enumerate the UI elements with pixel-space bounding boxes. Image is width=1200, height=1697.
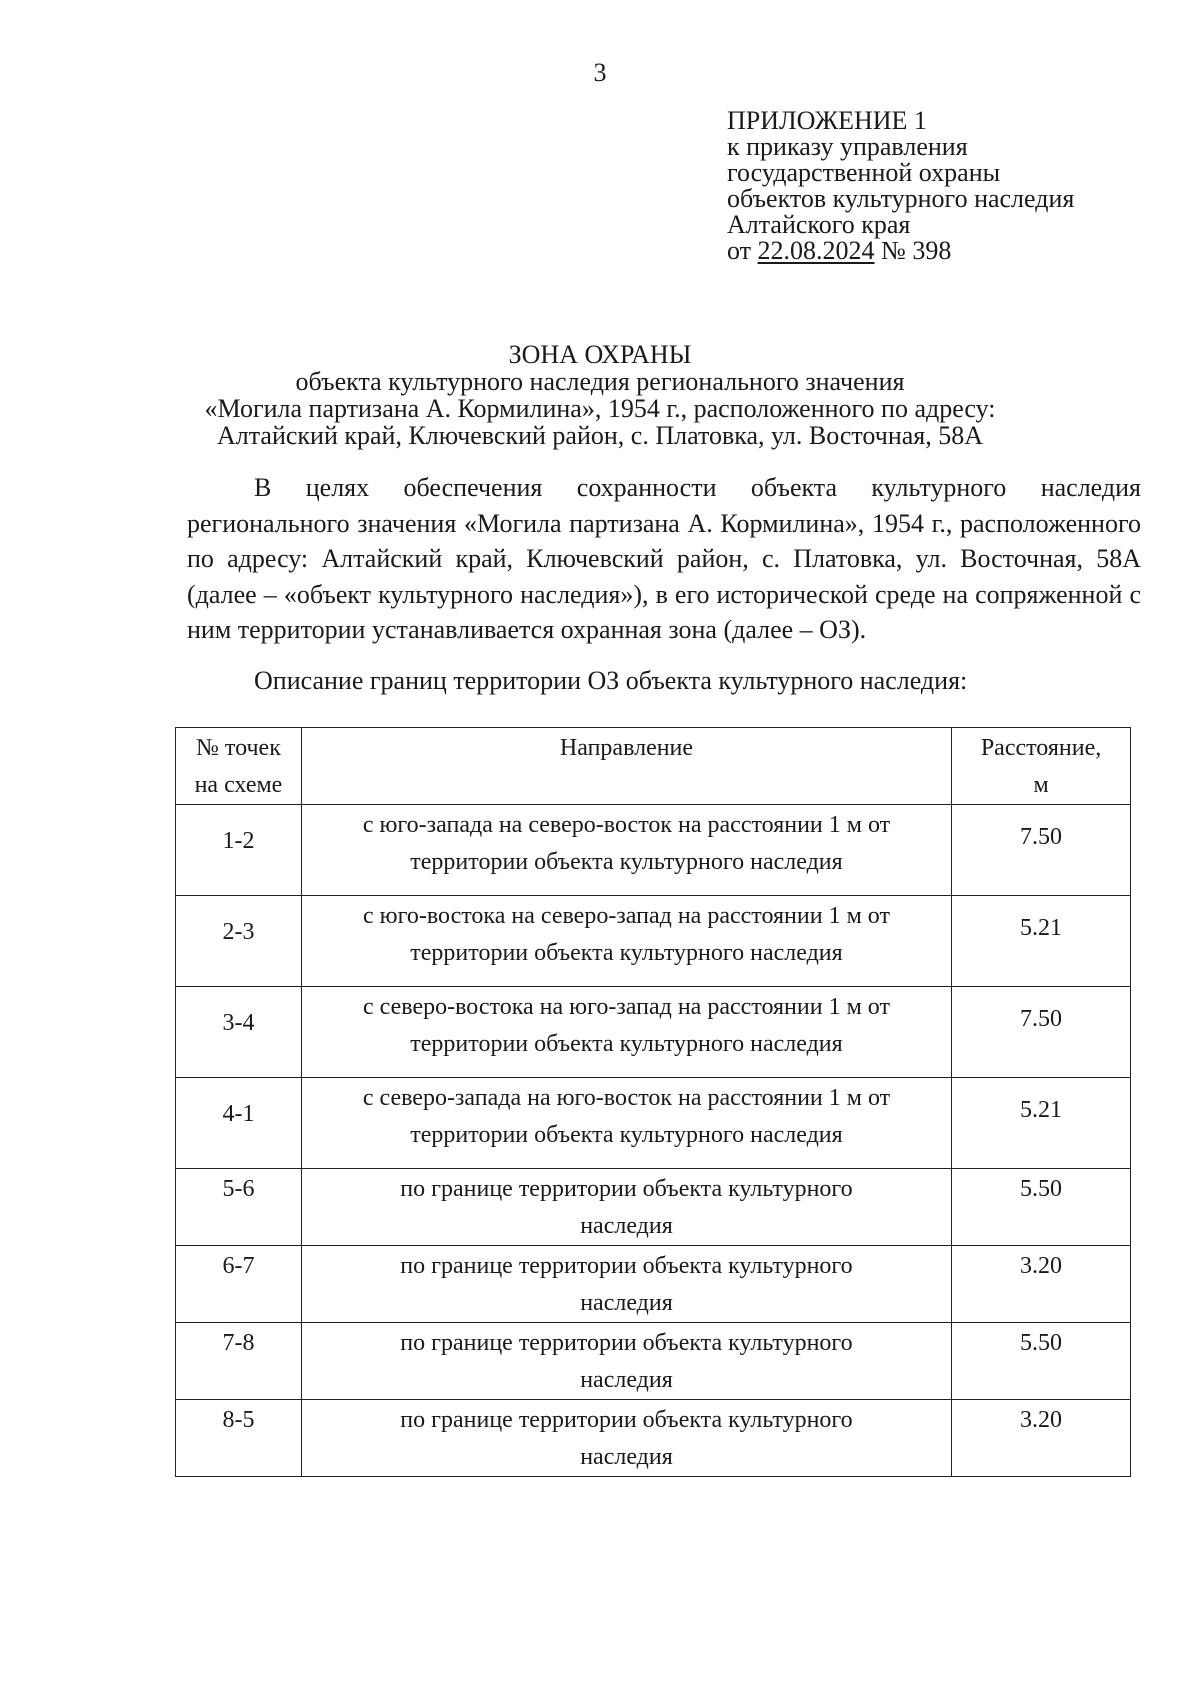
row-distance: 3.20 [952,1400,1131,1477]
intro-paragraph: В целях обеспечения сохранности объекта культурного наследия регионального значения «Могила партизана А. Кормилина», 1954 г., расположенного по адресу: Алтайский край, Ключевский район, с. Платовка, ул. Восточная, 58А (далее – «объект культурного наследия»), в его исторической среде на сопряженной с ним территории устанавливается охранная зона (далее – ОЗ). [187,473,1141,644]
table-row [176,987,1131,1078]
row-points: 4-1 [176,1078,302,1169]
row-direction-line-2: наследия [580,1290,673,1316]
row-distance: 5.50 [952,1169,1131,1246]
table-row [176,805,1131,896]
row-direction-line-2: территории объекта культурного наследия [410,1031,843,1057]
appendix-date-line [727,238,1074,264]
table-caption: Описание границ территории ОЗ объекта культурного наследия: [254,666,968,695]
zone-subtitle-line-2: «Могила партизана А. Кормилина», 1954 г., расположенного по адресу: [204,394,996,423]
appendix-number: № 398 [881,236,952,265]
header-direction: Направление [301,728,951,805]
table-row [176,1400,1131,1477]
zone-subtitle-line-3: Алтайский край, Ключевский район, с. Платовка, ул. Восточная, 58А [216,421,984,450]
row-distance: 5.21 [952,896,1131,987]
header-points [176,728,302,805]
table-row [176,1323,1131,1400]
zone-subtitle-line-1: объекта культурного наследия регионального значения [295,367,905,396]
row-direction-line-1: по границе территории объекта культурного [400,1330,853,1356]
appendix-line-1: к приказу управления [727,132,968,161]
row-direction-line-2: наследия [580,1444,673,1470]
row-distance: 7.50 [952,987,1131,1078]
row-direction [301,805,951,896]
row-direction [301,1246,951,1323]
page-number: 3 [593,58,607,87]
row-direction-line-1: с северо-запада на юго-восток на расстоянии 1 м от [362,1085,891,1111]
row-direction [301,1323,951,1400]
row-direction [301,1078,951,1169]
header-points-line-1: № точек [196,735,281,761]
zone-title-block [0,341,1200,449]
row-points: 1-2 [176,805,302,896]
row-direction [301,987,951,1078]
boundary-table [175,727,1131,1477]
row-direction-line-1: по границе территории объекта культурного [400,1407,853,1433]
table-row [176,896,1131,987]
appendix-date-prefix: от [727,236,752,265]
header-distance-line-2: м [1033,772,1049,798]
row-direction [301,896,951,987]
row-direction-line-2: наследия [580,1367,673,1393]
appendix-date: 22.08.2024 [757,236,875,265]
table-row [176,1078,1131,1169]
row-direction-line-1: по границе территории объекта культурного [400,1176,853,1202]
header-points-line-2: на схеме [194,772,283,798]
row-distance: 7.50 [952,805,1131,896]
appendix-line-4: Алтайского края [727,210,911,239]
header-distance-line-1: Расстояние, [980,735,1102,761]
row-direction-line-1: с юго-запада на северо-восток на расстоянии 1 м от [362,812,891,838]
row-direction-line-1: с юго-востока на северо-запад на расстоянии 1 м от [363,903,890,929]
row-direction-line-2: территории объекта культурного наследия [410,940,843,966]
row-distance: 5.21 [952,1078,1131,1169]
row-points: 3-4 [176,987,302,1078]
row-direction-line-1: с северо-востока на юго-запад на расстоянии 1 м от [363,994,890,1020]
row-direction-line-2: территории объекта культурного наследия [410,1122,843,1148]
appendix-line-2: государственной охраны [727,158,1001,187]
row-direction [301,1400,951,1477]
row-distance: 3.20 [952,1246,1131,1323]
row-direction-line-2: наследия [580,1213,673,1239]
appendix-header [727,108,1074,264]
table-header-row [176,728,1131,805]
row-points: 2-3 [176,896,302,987]
table-row [176,1169,1131,1246]
appendix-line-3: объектов культурного наследия [727,184,1075,213]
row-points: 8-5 [176,1400,302,1477]
zone-title: ЗОНА ОХРАНЫ [508,340,692,369]
row-points: 7-8 [176,1323,302,1400]
row-direction [301,1169,951,1246]
row-points: 6-7 [176,1246,302,1323]
table-row [176,1246,1131,1323]
header-distance [952,728,1131,805]
row-points: 5-6 [176,1169,302,1246]
row-distance: 5.50 [952,1323,1131,1400]
row-direction-line-1: по границе территории объекта культурного [400,1253,853,1279]
appendix-title: ПРИЛОЖЕНИЕ 1 [727,106,927,135]
row-direction-line-2: территории объекта культурного наследия [410,849,843,875]
